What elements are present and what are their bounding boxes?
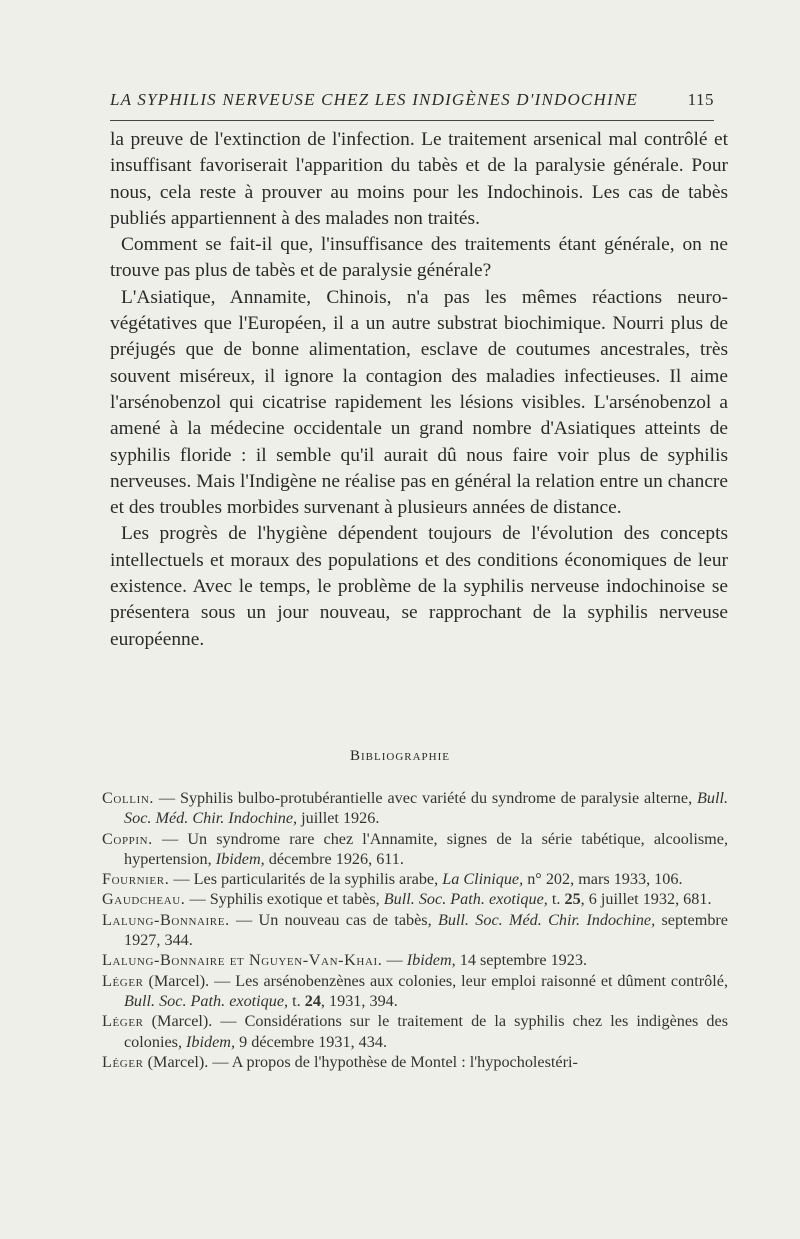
bibliography-entry <box>102 869 728 889</box>
entry-text: juillet 1926. <box>297 809 380 828</box>
entry-journal: Bull. Soc. Path. exotique, <box>383 890 548 909</box>
entry-text: — Un syndrome rare chez l'Annamite, signes de la série tabétique, alcoolisme, hypertension, <box>124 829 728 868</box>
entry-text: — Les particularités de la syphilis arabe, <box>169 870 443 889</box>
running-head <box>110 90 714 121</box>
entry-author: Lalung-Bonnaire et Nguyen-Van-Khai. <box>102 951 383 970</box>
entry-author: Fournier. <box>102 870 170 889</box>
entry-text: 14 septembre 1923. <box>455 951 587 970</box>
entry-text: t. <box>547 890 565 909</box>
entry-text: — <box>382 951 407 970</box>
entry-text: (Marcel). — A propos de l'hypothèse de Montel : l'hypocholestéri- <box>143 1052 578 1071</box>
entry-journal: Ibidem, <box>215 849 265 868</box>
entry-author: Collin. <box>102 789 155 807</box>
paragraph: Comment se fait-il que, l'insuffisance des traitements étant générale, on ne trouve pas plus de tabès et de paralysie générale? <box>110 234 728 282</box>
bibliography-heading: Bibliographie <box>350 748 450 764</box>
entry-text: 9 décembre 1931, 434. <box>235 1032 387 1051</box>
entry-text: décembre 1926, 611. <box>264 849 404 868</box>
paragraph: Les progrès de l'hygiène dépendent toujours de l'évolution des concepts intellectuels et moraux des populations et des conditions économiques de leur existence. Avec le temps, le problème de la syphilis nerveuse indochinoise se présentera sous un jour nouveau, se rapprochant de la syphilis nerveuse européenne. <box>110 523 728 650</box>
entry-text: n° 202, mars 1933, 106. <box>523 870 683 889</box>
entry-author: Léger <box>102 971 144 990</box>
running-title: LA SYPHILIS NERVEUSE CHEZ LES INDIGÈNES D'INDOCHINE <box>110 90 638 109</box>
entry-volume: 24 <box>304 991 321 1010</box>
entry-author: Léger <box>102 1052 144 1071</box>
paragraph: L'Asiatique, Annamite, Chinois, n'a pas les mêmes réactions neuro-végétatives que l'Européen, il a un autre substrat biochimique. Nourri plus de préjugés que de bonne alimentation, esclave de coutumes ancestrales, très souvent miséreux, il ignore la contagion des maladies infectieuses. Il aime l'arsénobenzol qui cicatrise rapidement les lésions visibles. L'arsénobenzol a amené à la médecine occidentale un grand nombre d'Asiatiques atteints de syphilis floride : il semble qu'il aurait dû nous faire voir plus de syphilis nerveuses. Mais l'Indigène ne réalise pas en général la relation entre un chancre et des troubles morbides survenant à plusieurs années de distance. <box>110 286 728 519</box>
entry-journal: Bull. Soc. Méd. Chir. Indochine, <box>124 789 728 828</box>
entry-journal: Ibidem, <box>406 951 456 970</box>
bibliography-entry <box>102 1011 728 1052</box>
bibliography-entry <box>102 829 728 870</box>
entry-author: Léger <box>102 1012 144 1031</box>
entry-journal: Bull. Soc. Méd. Chir. Indochine, <box>437 910 656 929</box>
bibliography-list <box>102 788 728 1072</box>
entry-volume: 25 <box>564 890 581 909</box>
entry-journal: Bull. Soc. Path. exotique, <box>124 991 289 1010</box>
bibliography-entry <box>102 788 728 829</box>
entry-text: septembre 1927, 344. <box>124 910 728 950</box>
bibliography-entry <box>102 889 728 909</box>
body-text <box>110 127 728 653</box>
entry-journal: La Clinique, <box>442 870 524 889</box>
entry-text: t. <box>288 991 305 1010</box>
entry-author: Coppin. <box>102 829 153 848</box>
entry-journal: Ibidem, <box>186 1032 236 1051</box>
bibliography-entry <box>102 971 728 1012</box>
entry-author: Lalung-Bonnaire. <box>102 910 230 929</box>
bibliography-entry <box>102 1052 728 1072</box>
page-number: 115 <box>687 90 714 109</box>
entry-text: — Syphilis exotique et tabès, <box>185 890 384 909</box>
entry-text: — Un nouveau cas de tabès, <box>229 910 438 929</box>
entry-text: (Marcel). — Considérations sur le traitement de la syphilis chez les indigènes des colonies, <box>124 1012 728 1051</box>
entry-text: , 1931, 394. <box>320 991 398 1010</box>
entry-author: Gaudcheau. <box>102 890 186 909</box>
bibliography-entry <box>102 950 728 970</box>
bibliography-entry <box>102 910 728 951</box>
entry-text: — Syphilis bulbo-protubérantielle avec variété du syndrome de paralysie alterne, <box>154 789 697 807</box>
entry-text: (Marcel). — Les arsénobenzènes aux colonies, leur emploi raisonné et dûment contrôlé, <box>143 971 728 990</box>
paragraph: la preuve de l'extinction de l'infection. Le traitement arsenical mal contrôlé et insuffisant favoriserait l'apparition du tabès et de la paralysie générale. Pour nous, cela reste à prouver au moins pour les Indochinois. Les cas de tabès publiés appartiennent à des malades non traités. <box>110 129 728 229</box>
entry-text: , 6 juillet 1932, 681. <box>580 890 712 909</box>
